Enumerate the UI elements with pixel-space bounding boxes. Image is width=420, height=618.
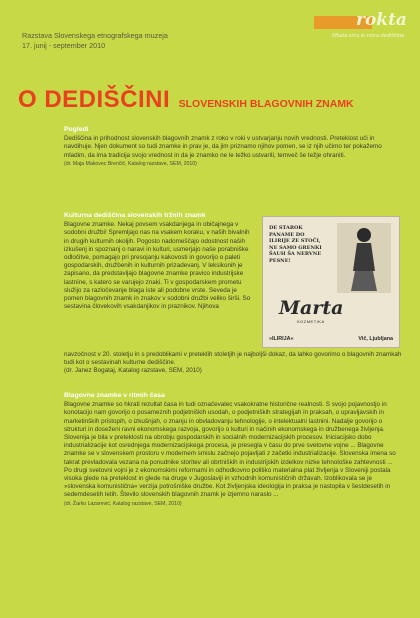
section-pogledi: [64, 126, 402, 168]
exhibition-dates: 17. junij - september 2010: [22, 41, 106, 50]
section-citation: (dr. Maja Makovec Brenčič, Katalog razstave, SEM, 2010): [64, 160, 197, 167]
marta-poster-image: [262, 216, 400, 348]
title-main: O DEDIŠČINI: [18, 86, 171, 113]
section-body: Blagovne znamke. Nekaj povsem vsakdanjega in običajnega v sodobni družbi! Spremljajo nas na vsakem koraku, v naših bivalnih in drugih kulturnih okoljih. Pogosto nadomeščajo odostnost naših izkušenj in spoznanj o naravi in kulturi, usmerjajo naše porabniške odločitve, pomagajo pri presojanju kakovosti in govorijo o paleti gospodarskih, družbenih in kulturnih prizadevanj. V leksikonih je zapisano, da predstavljajo blagovne znamke pravico industrijske lastnine, s katero se varujejo znaki. Ti v gospodarskem prometu služijo za razločevanje blaga iste ali podobne vrste. Seveda je pomen blagovnih znamk in znakov v sodobni družbi veliko širši. So sestavina človekovih vsakdanjikov in praznikov. Njihova: [64, 221, 251, 311]
section-heading: Pogledi: [64, 126, 89, 133]
logo-tagline: Mlada srca in nova dediščina: [332, 33, 405, 39]
poster-footer-right: Vič, Ljubljana: [358, 336, 393, 342]
poster-footer-left: »ILIRIJA«: [269, 336, 294, 342]
poster-figure: [337, 223, 391, 293]
logo-word: rokta: [356, 10, 407, 30]
poster-brand: Marta: [279, 297, 344, 319]
section-body: navzočnost v 20. stoletju in s predoblikami v preteklih stoletjih je najboljši dokaz, da lahko govorimo o blagovnih znamkah tudi kot o sestavinah kulturne dediščine.: [64, 351, 402, 367]
section-ritmi-casa: [64, 392, 402, 508]
section-kulturna-dediscina-continued: [64, 351, 402, 376]
poster-brand-sub: KOZMETIKA: [297, 319, 325, 324]
title-sub: SLOVENSKIH BLAGOVNIH ZNAMK: [178, 98, 354, 110]
section-kulturna-dediscina: [64, 212, 256, 311]
rokta-logo: [314, 6, 406, 46]
section-body: Dediščina in prihodnost slovenskih blagovnih znamk z roko v roki v ustvarjanju novih vrednosti. Preteklost uči in navdihuje. Njen dokument so tudi znamke in prav je, da jim priznamo njihov pomen, se iz njih učimo ter pokažemo mladim, da ima tradicija svojo vrednost in da je znamko ne le težko ustvariti, temveč še težje ohraniti.: [64, 135, 382, 159]
section-citation: (dr. Janez Bogataj, Katalog razstave, SEM, 2010): [64, 367, 202, 375]
section-heading: Kulturna dediščina slovenskih tržnih znamk: [64, 212, 206, 219]
exhibition-line: Razstava Slovenskega etnografskega muzeja: [22, 31, 168, 40]
poster-footer: [269, 336, 393, 342]
section-heading: Blagovne znamke v ritmih časa: [64, 392, 165, 399]
section-citation: (dr. Žarko Lazarević, Katalog razstave, SEM, 2010): [64, 500, 182, 507]
section-body: Blagovne znamke so hkrati rezultat časa in tudi označevalec vsakokratne historične realnosti. S svojo pojavnostjo in konotacijo nam govorijo o posameznih podjetniških usodah, o podjetniških strategijah in praksah, o upravljavskih in marketinških pristopih, o izkušnjah, o znanju in obvladovanju tehnologije, o intelektualni lastnini. Nadalje govorijo o strukturi in doseženi ravni ekonomskega razvoja, govorijo o kulturi in načinih ekonomskega in družbenega življenja. Slovenija je bila v preteklosti na obrobju gospodarskih in socialnih modernizacijskih procesov. Iniciacijsko dobo industrializacije kot osrednjega modernizacijskega procesa, je presegla v času do prve svetovne vojne ... Blagovne znamke se v slovenskem prostoru v modernem smislu začnejo pojavljati z začetki industrializacije. Slovenska imena so takrat prevladovala vezana na ponudnike storitev ali obrtniških in industrijskih izdelkov nizke tehnološke zahtevnosti ... Po drugi svetovni vojni je z ekonomskimi reformami in odhodkovno politiko materialna plat življenja v Sloveniji postala visoka glede na preteklost in glede na druge v Jugoslaviji in vzhodnih komunističnih državah. Izoblikovala se je »slovenska komunistična« verzija potrošniške družbe. Kot življenjska ideologija in praksa je nastopila v šestdesetih in sedemdesetih letih. Število slovenskih blagovnih znamk je izjemno naraslo ...: [64, 401, 396, 499]
page-title: [18, 86, 354, 114]
poster-text: DE STAROK PANAME DO ILIRIJE ZE STOČI, NE SAMO GRENKI ŠAUH ŠA NERVNE PESNE!: [269, 225, 322, 264]
